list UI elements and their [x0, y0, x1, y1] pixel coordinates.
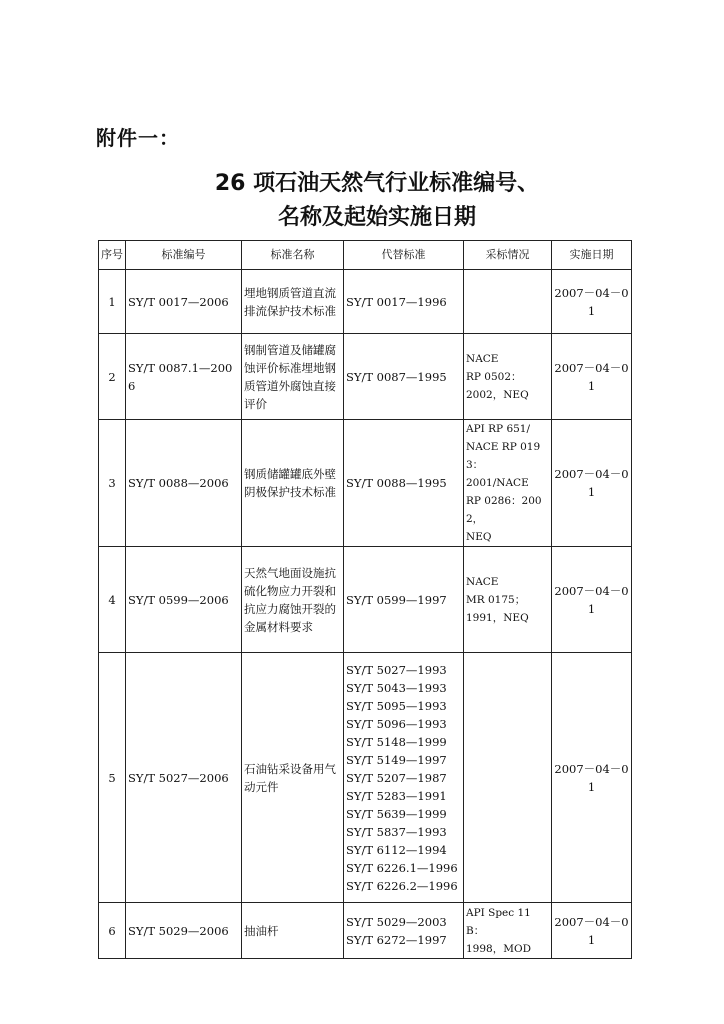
table-row: [99, 653, 632, 903]
table-header: [99, 241, 632, 270]
replaces-line: SY/T 5283—1991: [346, 788, 447, 803]
adoption-line: NACE RP 0193：: [466, 441, 541, 471]
replaces-line: SY/T 6112—1994: [346, 842, 447, 857]
doc-title-line1: 26 项石油天然气行业标准编号、: [214, 171, 540, 196]
table-row: [99, 334, 632, 420]
row-no: 6: [99, 903, 126, 959]
row-name: 钢质储罐罐底外壁阴极保护技术标准: [242, 420, 344, 547]
replaces-line: SY/T 6226.1—1996: [346, 860, 458, 875]
standards-table: [98, 240, 632, 959]
row-code: SY/T 0087.1—2006: [126, 334, 242, 420]
replaces-line: SY/T 5148—1999: [346, 734, 447, 749]
replaces-line: SY/T 5029—2003: [346, 914, 447, 929]
row-code: SY/T 5027—2006: [126, 653, 242, 903]
doc-title-line2: 名称及起始实施日期: [277, 205, 476, 230]
row-name: 埋地钢质管道直流排流保护技术标准: [242, 270, 344, 334]
row-replaces: [344, 653, 464, 903]
row-date: 2007－04－01: [552, 334, 632, 420]
row-adoption: [464, 547, 552, 653]
adoption-line: NEQ: [466, 531, 492, 543]
replaces-line: SY/T 5095—1993: [346, 698, 447, 713]
row-code: SY/T 0017—2006: [126, 270, 242, 334]
row-name: 天然气地面设施抗硫化物应力开裂和抗应力腐蚀开裂的金属材料要求: [242, 547, 344, 653]
row-replaces: SY/T 0017—1996: [344, 270, 464, 334]
replaces-line: SY/T 5837—1993: [346, 824, 447, 839]
replaces-line: SY/T 5043—1993: [346, 680, 447, 695]
header-name: 标准名称: [242, 241, 344, 270]
row-adoption: [464, 270, 552, 334]
replaces-line: SY/T 5149—1997: [346, 752, 447, 767]
adoption-line: 2002，NEQ: [466, 388, 529, 401]
adoption-line: 1998，MOD: [466, 942, 531, 955]
table-row: [99, 903, 632, 959]
row-adoption: [464, 334, 552, 420]
row-no: 5: [99, 653, 126, 903]
replaces-line: SY/T 5027—1993: [346, 662, 447, 677]
row-date: 2007－04－01: [552, 270, 632, 334]
row-no: 1: [99, 270, 126, 334]
row-no: 4: [99, 547, 126, 653]
row-date: 2007－04－01: [552, 547, 632, 653]
header-date: 实施日期: [552, 241, 632, 270]
adoption-line: RP 0502：: [466, 370, 522, 383]
row-date: 2007－04－01: [552, 903, 632, 959]
row-code: SY/T 0088—2006: [126, 420, 242, 547]
adoption-line: MR 0175；: [466, 593, 526, 606]
row-no: 3: [99, 420, 126, 547]
row-replaces: SY/T 0088—1995: [344, 420, 464, 547]
adoption-line: 2001/NACE: [466, 477, 529, 489]
row-date: 2007－04－01: [552, 420, 632, 547]
adoption-line: 1991，NEQ: [466, 611, 529, 624]
adoption-line: RP 0286：2002，: [466, 495, 542, 525]
replaces-line: SY/T 5639—1999: [346, 806, 447, 821]
row-name: 抽油杆: [242, 903, 344, 959]
row-name: 钢制管道及储罐腐蚀评价标准埋地钢质管道外腐蚀直接评价: [242, 334, 344, 420]
row-replaces: SY/T 0087—1995: [344, 334, 464, 420]
row-code: SY/T 0599—2006: [126, 547, 242, 653]
table-row: [99, 547, 632, 653]
table-row: [99, 270, 632, 334]
replaces-line: SY/T 5207—1987: [346, 770, 447, 785]
annex-label: 附件一：: [96, 126, 180, 150]
replaces-line: SY/T 6226.2—1996: [346, 878, 458, 893]
row-name: 石油钻采设备用气动元件: [242, 653, 344, 903]
adoption-line: API Spec 11B：: [466, 906, 531, 937]
table-row: [99, 420, 632, 547]
adoption-line: NACE: [466, 575, 499, 588]
adoption-line: NACE: [466, 352, 499, 365]
adoption-line: API RP 651/: [466, 423, 531, 435]
header-no: 序号: [99, 241, 126, 270]
row-code: SY/T 5029—2006: [126, 903, 242, 959]
row-adoption: [464, 653, 552, 903]
row-adoption: [464, 903, 552, 959]
header-code: 标准编号: [126, 241, 242, 270]
header-adoption: 采标情况: [464, 241, 552, 270]
row-no: 2: [99, 334, 126, 420]
row-adoption: [464, 420, 552, 547]
replaces-line: SY/T 6272—1997: [346, 932, 447, 947]
row-replaces: SY/T 0599—1997: [344, 547, 464, 653]
replaces-line: SY/T 5096—1993: [346, 716, 447, 731]
row-replaces: [344, 903, 464, 959]
row-date: 2007－04－01: [552, 653, 632, 903]
header-replaces: 代替标准: [344, 241, 464, 270]
